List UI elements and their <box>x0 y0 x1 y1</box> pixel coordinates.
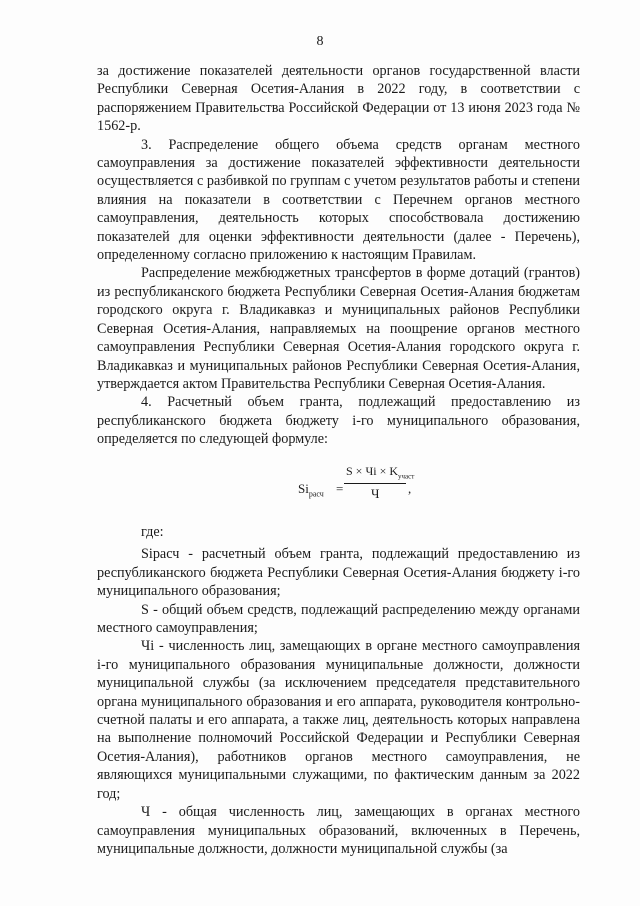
formula-numerator <box>346 464 414 480</box>
paragraph: 3. Распределение общего объема средств органам местного самоуправления за достижение показателей эффективности деятельности осуществляется с разбивкой по группам с учетом результатов работы и степени влияния на показатели в соответствии с Перечнем органов местного самоуправления, деятельность которых способствовала достижению показателей для оценки эффективности деятельности (далее - Перечень), определенному согласно приложению к настоящим Правилам. <box>97 136 580 264</box>
paragraph: S - общий объем средств, подлежащий распределению между органами местного самоуправления; <box>97 601 580 637</box>
formula-numerator-text: S × Чi × K <box>346 464 399 478</box>
formula-lhs <box>298 481 324 499</box>
paragraph: где: <box>141 524 164 540</box>
formula-comma: , <box>408 481 412 496</box>
fraction-bar <box>344 483 406 484</box>
formula-equals: = <box>336 481 344 496</box>
paragraph: Распределение межбюджетных трансфертов в форме дотаций (грантов) из республиканского бюджета Республики Северная Осетия-Алания бюджетам городского округа г. Владикавказ и муниципальных районов Республики Северная Осетия-Алания, направляемых на поощрение органов местного самоуправления Республики Северная Осетия-Алания городского округа г. Владикавказ и муниципальных районов Республики Северная Осетия-Алания, утверждается актом Правительства Республики Северная Осетия-Алания. <box>97 265 580 392</box>
page-number: 8 <box>316 34 324 49</box>
paragraph: за достижение показателей деятельности органов государственной власти Республики Северная Осетия-Алания в 2022 году, в соответствии с распоряжением Правительства Российской Федерации от 13 июня 2023 года № 1562-р. <box>97 63 580 135</box>
paragraph: 4. Расчетный объем гранта, подлежащий предоставлению из республиканского бюджета бюджету i-го муниципального образования, определяется по следующей формуле: <box>97 394 580 448</box>
paragraph: Чi - численность лиц, замещающих в органе местного самоуправления i-го муниципального образования муниципальные должности, должности муниципальной службы (за исключением председателя представительного органа муниципального образования и его аппарата, руководителя контрольно-счетной палаты и его аппарата, а также лиц, деятельность которых направлена на выполнение полномочий Российской Федерации и Республики Северная Осетия-Алания), работников органов местного самоуправления, не являющихся муниципальными служащими, по фактическим данным за 2022 год; <box>97 638 580 802</box>
paragraph: Ч - общая численность лиц, замещающих в органах местного самоуправления муниципальных образований, включенных в Перечень, муниципальные должности, должности муниципальной службы (за <box>97 804 580 857</box>
grant-formula <box>298 464 498 510</box>
formula-lhs-subscript: расч <box>308 489 324 499</box>
paragraph: Siрасч - расчетный объем гранта, подлежащий предоставлению из республиканского бюджета Республики Северная Осетия-Алания бюджету i-го муниципального образования; <box>97 546 580 600</box>
body-text-bottom <box>97 523 580 858</box>
body-text-top <box>97 62 580 449</box>
formula-numerator-subscript: участ <box>398 472 415 481</box>
formula-denominator: Ч <box>371 486 380 501</box>
formula-lhs-symbol: Si <box>298 481 309 496</box>
